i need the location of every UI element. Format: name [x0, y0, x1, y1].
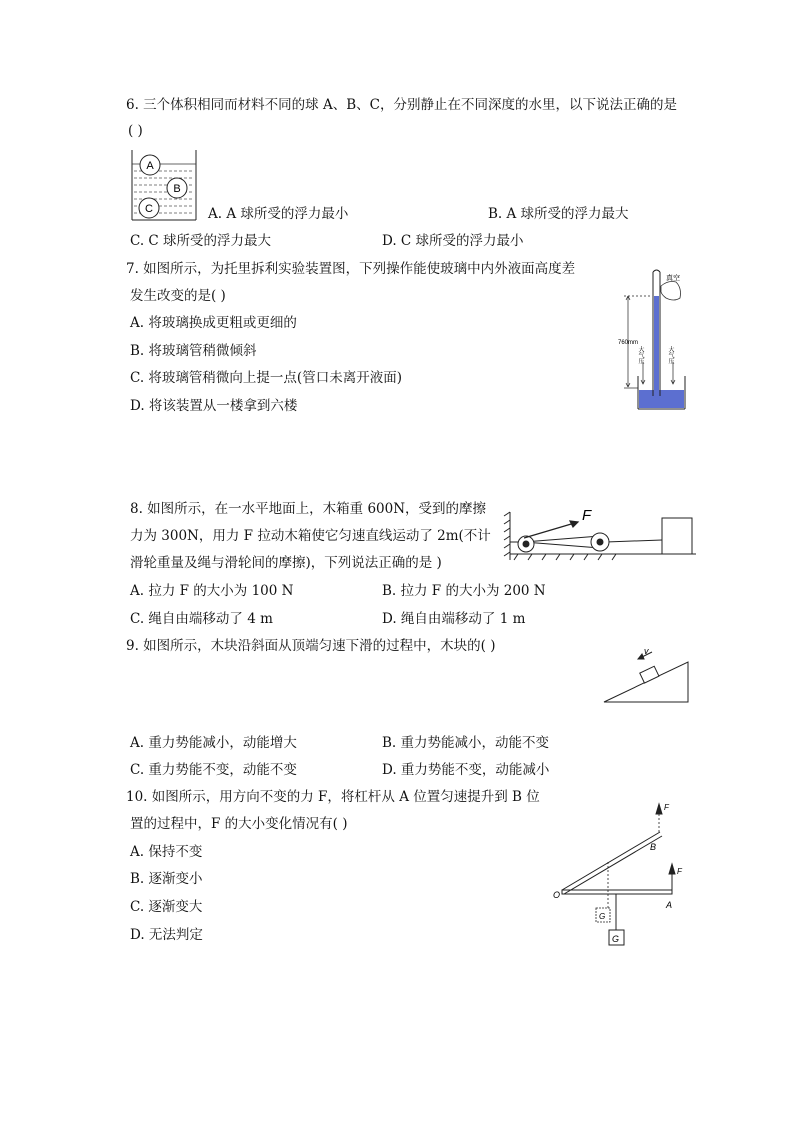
weight-ghost-label: G	[599, 912, 606, 921]
q8-option-a[interactable]: A. 拉力 F 的大小为 100 N	[130, 583, 294, 599]
force-arrow-a	[669, 864, 675, 890]
ball-c-label: C	[145, 203, 153, 215]
vacuum-label: 真空	[666, 275, 680, 282]
force-label: F	[582, 507, 592, 524]
pulley-left	[518, 536, 534, 552]
q6-stem-line2: ( )	[128, 123, 143, 139]
position-b-label: B	[650, 842, 657, 852]
q10-stem-line1: 10. 如图所示，用方向不变的力 F，将杠杆从 A 位置匀速提升到 B 位	[126, 789, 540, 805]
q7-figure-torricelli	[612, 268, 692, 414]
atm-label-right: 大气压	[667, 346, 673, 364]
lever-raised	[562, 832, 662, 894]
q7-stem-line1: 7. 如图所示，为托里拆利实验装置图，下列操作能使玻璃中内外液面高度差	[126, 261, 576, 277]
ground	[510, 554, 696, 560]
q6-option-b[interactable]: B. A 球所受的浮力最大	[488, 206, 629, 222]
position-a-label: A	[666, 900, 673, 910]
q7-option-c[interactable]: C. 将玻璃管稍微向上提一点(管口未离开液面)	[130, 370, 402, 386]
q9-option-d[interactable]: D. 重力势能不变，动能减小	[382, 762, 550, 778]
ball-b-label: B	[173, 183, 181, 195]
q7-option-d[interactable]: D. 将该装置从一楼拿到六楼	[130, 398, 298, 414]
q10-option-d[interactable]: D. 无法判定	[130, 927, 203, 943]
weight-label: G	[612, 934, 620, 944]
left-wall	[504, 512, 510, 560]
height-label: 760mm	[618, 340, 639, 346]
q6-option-a[interactable]: A. A 球所受的浮力最小	[208, 206, 349, 222]
force-arrow-b	[656, 804, 662, 814]
q10-stem-line2: 置的过程中，F 的大小变化情况有( )	[130, 816, 348, 832]
q10-option-a[interactable]: A. 保持不变	[130, 844, 203, 860]
q9-option-c[interactable]: C. 重力势能不变，动能不变	[130, 762, 297, 778]
q9-figure-incline	[600, 644, 692, 704]
q7-option-a[interactable]: A. 将玻璃换成更粗或更细的	[130, 315, 297, 331]
mercury-basin	[639, 390, 684, 408]
lever-horizontal	[562, 890, 672, 894]
q6-option-d[interactable]: D. C 球所受的浮力最小	[382, 233, 524, 249]
vertical-guides	[608, 806, 659, 908]
q7-option-b[interactable]: B. 将玻璃管稍微倾斜	[130, 343, 257, 359]
ball-a-label: A	[146, 160, 154, 172]
q9-stem-line1: 9. 如图所示，木块沿斜面从顶端匀速下滑的过程中，木块的( )	[126, 638, 496, 654]
q8-stem-line3: 滑轮重量及绳与滑轮间的摩擦)，下列说法正确的是 )	[130, 555, 442, 571]
q6-stem-line1: 6. 三个体积相同而材料不同的球 A、B、C，分别静止在不同深度的水里，以下说法正确的是	[126, 97, 677, 113]
q10-option-b[interactable]: B. 逐渐变小	[130, 871, 203, 887]
q8-option-d[interactable]: D. 绳自由端移动了 1 m	[382, 611, 526, 627]
q8-option-b[interactable]: B. 拉力 F 的大小为 200 N	[382, 583, 546, 599]
q10-option-c[interactable]: C. 逐渐变大	[130, 899, 203, 915]
pivot-label: O	[553, 890, 561, 900]
q6-figure-water-tank	[128, 148, 200, 224]
q8-option-c[interactable]: C. 绳自由端移动了 4 m	[130, 611, 273, 627]
force-arrow	[524, 521, 578, 538]
q9-option-b[interactable]: B. 重力势能减小，动能不变	[382, 735, 550, 751]
q8-stem-line1: 8. 如图所示，在一水平地面上，木箱重 600N，受到的摩擦	[130, 501, 487, 517]
mercury-in-tube	[654, 296, 659, 400]
force-label-b: F	[664, 803, 669, 812]
force-label-a: F	[677, 867, 682, 876]
q7-stem-line2: 发生改变的是( )	[130, 288, 226, 304]
hand	[661, 282, 681, 301]
pulley-right	[591, 533, 609, 551]
atm-label-left: 大气压	[637, 346, 643, 364]
wooden-box	[662, 518, 692, 554]
velocity-label: v	[644, 646, 649, 656]
q9-option-a[interactable]: A. 重力势能减小，动能增大	[130, 735, 297, 751]
q8-stem-line2: 力为 300N，用力 F 拉动木箱使它匀速直线运动了 2m(不计	[130, 528, 491, 544]
q8-figure-pulley-box	[502, 504, 698, 564]
q10-figure-lever	[546, 796, 692, 952]
q6-option-c[interactable]: C. C 球所受的浮力最大	[130, 233, 272, 249]
